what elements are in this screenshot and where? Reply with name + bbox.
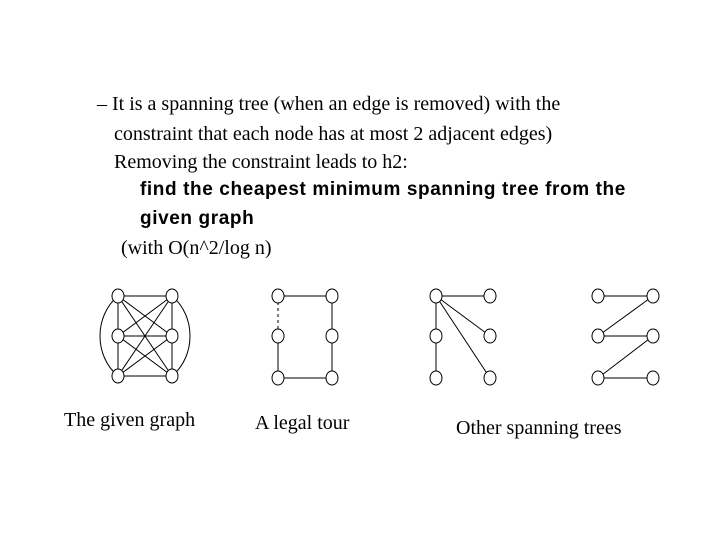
spanning_tree_2-edge-b-c [598, 296, 653, 336]
legal_tour-node-c [272, 329, 284, 343]
complexity-note: (with O(n^2/log n) [121, 237, 272, 259]
spanning_tree_1-edge-a-f [436, 296, 490, 378]
spanning_tree_2-node-b [647, 289, 659, 303]
spanning_tree_2-edge-d-e [598, 336, 653, 378]
bullet-line-3: Removing the constraint leads to h2: [114, 151, 408, 173]
spanning_tree_1-node-c [430, 329, 442, 343]
spanning_tree_1-edge-a-d [436, 296, 490, 336]
bullet-line-2: constraint that each node has at most 2 adjacent edges) [114, 123, 553, 145]
legal_tour-node-e [272, 371, 284, 385]
given_graph-node-f [166, 369, 178, 383]
given_graph-node-d [166, 329, 178, 343]
spanning_tree_1-node-a [430, 289, 442, 303]
legal-tour-graph [272, 289, 338, 385]
given_graph-node-b [166, 289, 178, 303]
spanning_tree_1-node-d [484, 329, 496, 343]
given_graph-node-c [112, 329, 124, 343]
spanning-tree-2 [592, 289, 659, 385]
caption-given-graph: The given graph [64, 409, 196, 431]
caption-legal-tour: A legal tour [255, 412, 350, 434]
bullet-line-1: – It is a spanning tree (when an edge is removed) with the [97, 93, 561, 115]
given_graph-node-e [112, 369, 124, 383]
legal_tour-node-a [272, 289, 284, 303]
spanning_tree_1-node-f [484, 371, 496, 385]
given-graph [100, 289, 190, 383]
caption-other-trees: Other spanning trees [456, 417, 622, 439]
legal_tour-node-b [326, 289, 338, 303]
spanning_tree_2-node-e [592, 371, 604, 385]
spanning-tree-1 [430, 289, 496, 385]
spanning_tree_2-node-d [647, 329, 659, 343]
given_graph-node-a [112, 289, 124, 303]
legal_tour-node-f [326, 371, 338, 385]
spanning_tree_2-node-a [592, 289, 604, 303]
spanning_tree_2-node-c [592, 329, 604, 343]
bold-line-1: find the cheapest minimum spanning tree from the [140, 179, 626, 200]
spanning_tree_2-node-f [647, 371, 659, 385]
spanning_tree_1-node-b [484, 289, 496, 303]
spanning_tree_1-node-e [430, 371, 442, 385]
bold-line-2: given graph [140, 208, 255, 229]
legal_tour-node-d [326, 329, 338, 343]
